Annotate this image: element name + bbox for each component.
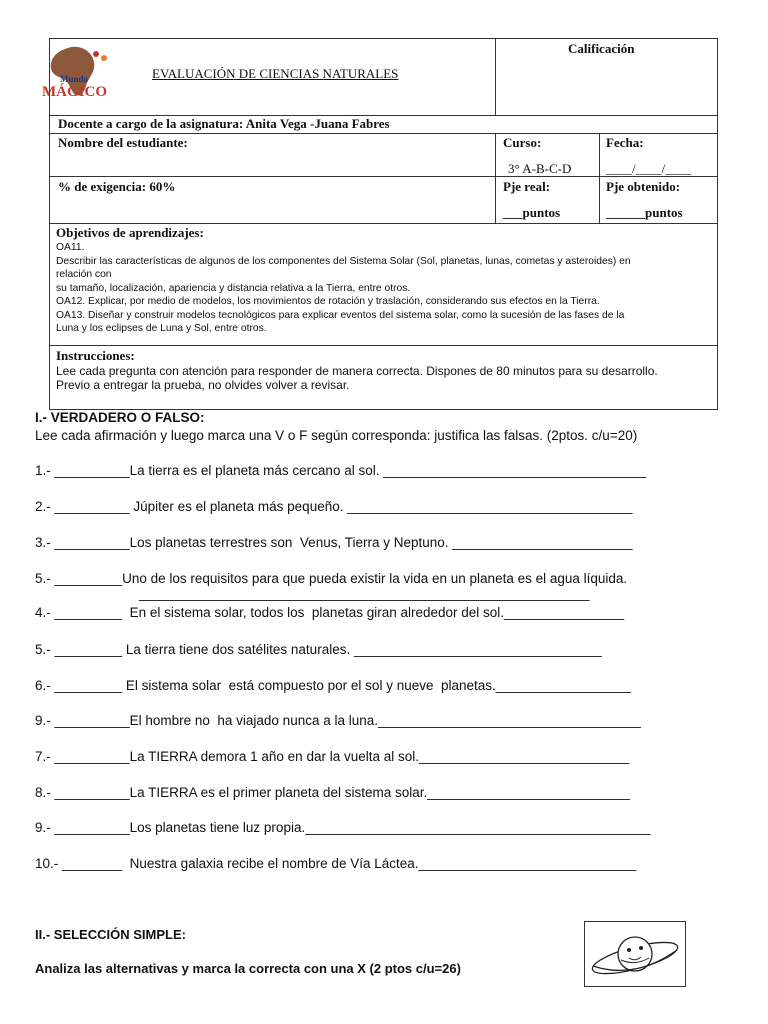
objectives-heading: Objetivos de aprendizajes: — [56, 225, 204, 240]
date-label: Fecha: — [606, 135, 644, 150]
tf-item-4-continuation[interactable]: ____________________________________________________________ — [139, 586, 590, 601]
tf-item-11[interactable]: 9.- __________Los planetas tiene luz propia.______________________________________________ — [35, 820, 651, 835]
objective-line: su tamaño, localización, apariencia y distancia relativa a la Tierra, entre otros. — [56, 282, 411, 294]
student-name-label[interactable]: Nombre del estudiante: — [58, 135, 188, 150]
tf-item-4[interactable]: 5.- _________Uno de los requisitos para que pueda existir la vida en un planeta es el agua líquida. — [35, 571, 628, 586]
pje-real-label: Pje real: — [503, 179, 551, 194]
grade-label: Calificación — [568, 41, 635, 56]
course-label: Curso: — [503, 135, 542, 150]
svg-text:Mundo: Mundo — [60, 74, 89, 84]
tf-item-12[interactable]: 10.- ________ Nuestra galaxia recibe el nombre de Vía Láctea._____________________________ — [35, 856, 637, 871]
section2-title: II.- SELECCIÓN SIMPLE: — [35, 927, 186, 942]
pje-real-value: ___puntos — [503, 205, 561, 220]
tf-item-2[interactable]: 2.- __________ Júpiter es el planeta más pequeño. ______________________________________ — [35, 499, 633, 514]
tf-item-1[interactable]: 1.- __________La tierra es el planeta más cercano al sol. ___________________________________ — [35, 463, 647, 478]
exam-title: EVALUACIÓN DE CIENCIAS NATURALES — [152, 66, 399, 81]
teacher-line: Docente a cargo de la asignatura: Anita Vega -Juana Fabres — [58, 116, 390, 131]
objective-line: OA12. Explicar, por medio de modelos, los movimientos de rotación y traslación, considerando sus efectos en la Tierra. — [56, 296, 600, 307]
section1-subtitle: Lee cada afirmación y luego marca una V o F según corresponda: justifica las falsas. (2ptos. c/u=20) — [35, 428, 638, 443]
objectives-list — [56, 241, 706, 336]
tf-item-10[interactable]: 8.- __________La TIERRA es el primer planeta del sistema solar.___________________________ — [35, 785, 630, 800]
tf-item-8[interactable]: 9.- __________El hombre no ha viajado nunca a la luna.___________________________________ — [35, 713, 641, 728]
svg-text:MÁGICO: MÁGICO — [42, 84, 107, 100]
objective-line: relación con — [56, 269, 112, 280]
instructions-text: Lee cada pregunta con atención para responder de manera correcta. Dispones de 80 minutos para su desarrollo. Previo a entregar la prueba, no olvides volver a revisar. — [56, 364, 658, 392]
objective-line: Luna y los eclipses de Luna y Sol, entre otros. — [56, 323, 267, 334]
tf-item-5[interactable]: 4.- _________ En el sistema solar, todos los planetas giran alrededor del sol.________________ — [35, 605, 625, 620]
saturn-image — [584, 921, 686, 987]
planet-icon — [585, 922, 685, 986]
tf-item-9[interactable]: 7.- __________La TIERRA demora 1 año en dar la vuelta al sol.____________________________ — [35, 749, 630, 764]
tf-item-3[interactable]: 3.- __________Los planetas terrestres son Venus, Tierra y Neptuno. ________________________ — [35, 535, 633, 550]
instructions-heading: Instrucciones: — [56, 348, 135, 363]
objective-line: Describir las características de algunos de los componentes del Sistema Solar (Sol, planetas, lunas, cometas y asteroides) en — [56, 255, 631, 267]
exigencia-label: % de exigencia: 60% — [58, 179, 176, 194]
section2-subtitle: Analiza las alternativas y marca la correcta con una X (2 ptos c/u=26) — [35, 961, 461, 976]
pje-obtenido-value[interactable]: ______puntos — [606, 205, 683, 220]
header-table — [49, 38, 718, 410]
pje-obtenido-label: Pje obtenido: — [606, 179, 681, 194]
tf-item-6[interactable]: 5.- _________ La tierra tiene dos satélites naturales. _________________________________ — [35, 642, 602, 657]
course-value: 3° A-B-C-D — [508, 161, 572, 176]
objective-line: OA11. — [56, 242, 85, 253]
section1-title: I.- VERDADERO O FALSO: — [35, 410, 205, 425]
tf-item-7[interactable]: 6.- _________ El sistema solar está compuesto por el sol y nueve planetas.__________________ — [35, 678, 631, 693]
objective-line: OA13. Diseñar y construir modelos tecnológicos para explicar eventos del sistema solar, como la sucesión de las fases de la — [56, 309, 625, 321]
date-field[interactable]: ____/____/____ — [606, 161, 692, 176]
